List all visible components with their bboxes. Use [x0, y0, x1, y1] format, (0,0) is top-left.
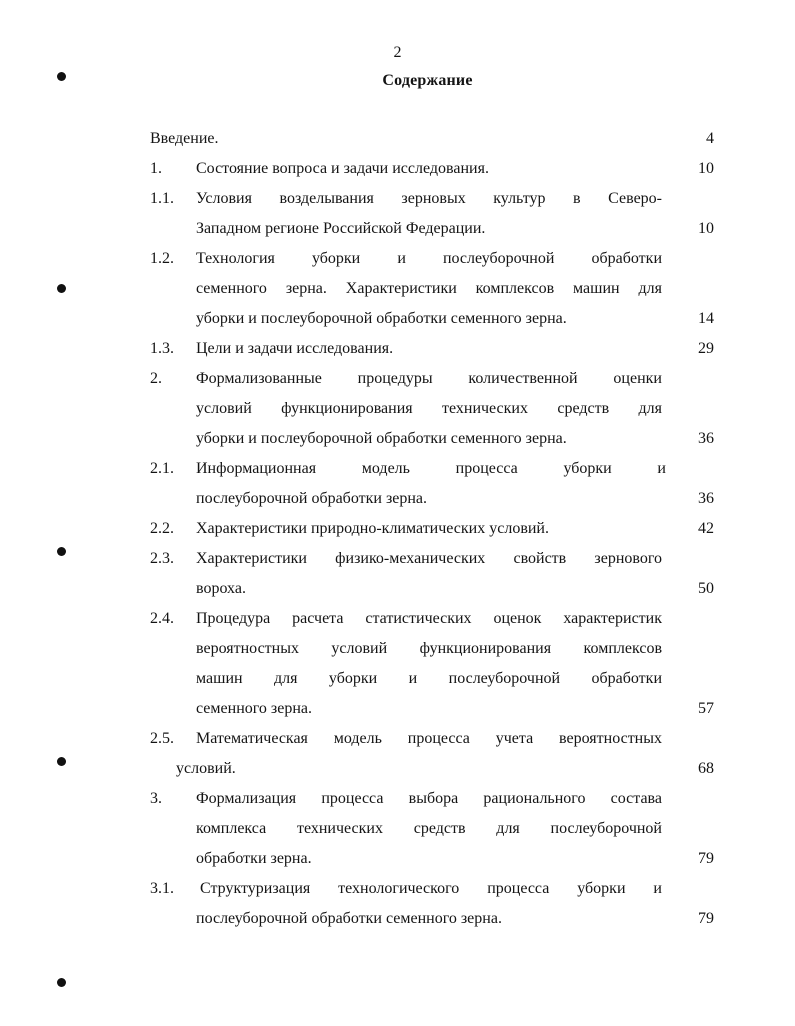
toc-entry-page: 50	[698, 580, 714, 597]
toc-entry-number: 3.1.	[150, 880, 174, 897]
toc-entry	[0, 248, 795, 278]
toc-entry-text: семенного зерна.	[196, 700, 312, 717]
toc-entry-continuation	[0, 428, 795, 458]
toc-entry-number: 2.1.	[150, 460, 174, 477]
toc-entry	[0, 878, 795, 908]
toc-entry-page: 14	[698, 310, 714, 327]
toc-entry-number: 2.	[150, 370, 162, 387]
toc-entry-text: Цели и задачи исследования.	[196, 340, 394, 357]
toc-entry-text: Математическая модель процесса учета вероятностных	[196, 730, 662, 747]
toc-entry-text: Процедура расчета статистических оценок характеристик	[196, 610, 662, 627]
toc-entry-page: 42	[698, 520, 714, 537]
toc-entry-text: Состояние вопроса и задачи исследования.	[196, 160, 489, 177]
toc-entry-continuation	[0, 638, 795, 668]
toc-entry-number: 1.1.	[150, 190, 174, 207]
toc-entry-text: Структуризация технологического процесса уборки и	[200, 880, 662, 897]
toc-entry-text: обработки зерна.	[196, 850, 312, 867]
toc-entry-page: 36	[698, 430, 714, 447]
toc-entry-text: послеуборочной обработки зерна.	[196, 490, 428, 507]
toc-entry-text: Условия возделывания зерновых культур в Северо-	[196, 190, 662, 207]
toc-entry-page: 79	[698, 850, 714, 867]
toc-entry-text: Характеристики природно-климатических условий.	[196, 520, 549, 537]
toc-entry-text: Технология уборки и послеуборочной обработки	[196, 250, 662, 267]
toc-entry-text: Формализация процесса выбора рационального состава	[196, 790, 662, 807]
toc-entry-continuation	[0, 848, 795, 878]
toc-entry	[0, 368, 795, 398]
toc-entry-continuation	[0, 308, 795, 338]
toc-entry-text: условий функционирования технических средств для	[196, 400, 662, 417]
toc-entry-text: Характеристики физико-механических свойств зернового	[196, 550, 662, 567]
page-title: Содержание	[382, 72, 473, 89]
toc-entry-continuation	[0, 758, 795, 788]
toc-entry-continuation	[0, 398, 795, 428]
toc-entry	[0, 158, 795, 188]
toc-entry-continuation	[0, 668, 795, 698]
toc-entry-text: Информационная модель процесса уборки и	[196, 460, 666, 477]
toc-entry-page: 4	[706, 130, 714, 147]
toc-entry-text: Западном регионе Российской Федерации.	[196, 220, 486, 237]
toc-entry-continuation	[0, 488, 795, 518]
toc-entry-text: машин для уборки и послеуборочной обработки	[196, 670, 662, 687]
toc-entry-page: 29	[698, 340, 714, 357]
toc-entry	[0, 548, 795, 578]
toc-entry-continuation	[0, 578, 795, 608]
toc-entry-continuation	[0, 818, 795, 848]
toc-entry-text: послеуборочной обработки семенного зерна.	[196, 910, 502, 927]
toc-entry-text: Формализованные процедуры количественной оценки	[196, 370, 662, 387]
toc-entry-page: 10	[698, 220, 714, 237]
toc-entry-page: 36	[698, 490, 714, 507]
toc-entry-text: семенного зерна. Характеристики комплексов машин для	[196, 280, 662, 297]
toc-entry-page: 10	[698, 160, 714, 177]
toc-entry-text: Введение.	[150, 130, 219, 147]
page-number: 2	[393, 44, 402, 61]
toc-entry-number: 1.2.	[150, 250, 174, 267]
toc-entry	[0, 188, 795, 218]
toc-entry-continuation	[0, 218, 795, 248]
toc-entry-text: вороха.	[196, 580, 246, 597]
toc-entry-text: условий.	[176, 760, 236, 777]
toc-entry-number: 3.	[150, 790, 162, 807]
toc-entry-text: комплекса технических средств для послеуборочной	[196, 820, 662, 837]
toc-entry-page: 79	[698, 910, 714, 927]
toc-entry-number: 2.2.	[150, 520, 174, 537]
toc-entry-continuation	[0, 908, 795, 938]
toc-entry-continuation	[0, 698, 795, 728]
toc-entry	[0, 128, 795, 158]
toc-entry-page: 57	[698, 700, 714, 717]
toc-entry	[0, 608, 795, 638]
toc-entry-number: 2.4.	[150, 610, 174, 627]
binder-hole-icon	[57, 978, 66, 987]
binder-hole-icon	[57, 72, 66, 81]
toc-entry-number: 2.5.	[150, 730, 174, 747]
toc-entry	[0, 728, 795, 758]
toc-entry	[0, 338, 795, 368]
toc-entry-text: уборки и послеуборочной обработки семенного зерна.	[196, 310, 567, 327]
toc-entry-text: вероятностных условий функционирования комплексов	[196, 640, 662, 657]
toc-entry-number: 2.3.	[150, 550, 174, 567]
toc-entry-text: уборки и послеуборочной обработки семенного зерна.	[196, 430, 567, 447]
toc-entry	[0, 788, 795, 818]
toc-entry-page: 68	[698, 760, 714, 777]
toc-entry	[0, 518, 795, 548]
toc-entry-number: 1.3.	[150, 340, 174, 357]
toc-entry	[0, 458, 795, 488]
toc-entry-number: 1.	[150, 160, 162, 177]
toc-entry-continuation	[0, 278, 795, 308]
